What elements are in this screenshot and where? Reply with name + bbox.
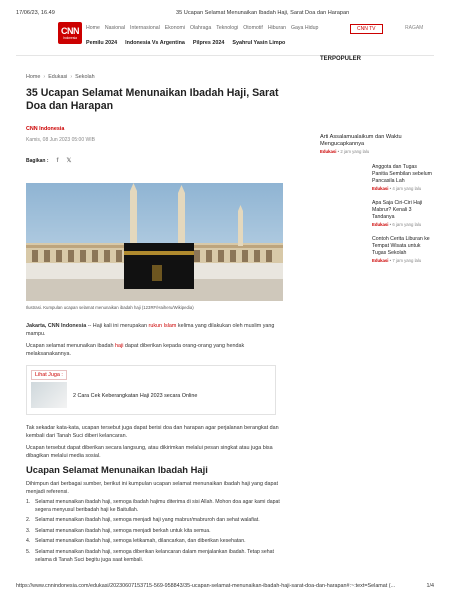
related-link[interactable]: 2 Cara Cek Keberangkatan Haji 2023 secara Online <box>73 393 198 399</box>
cnn-logo[interactable] <box>58 22 82 44</box>
print-header <box>16 10 434 20</box>
list-item: 4. Selamat menunaikan ibadah haji, semoga letikamah, dilancarkan, dan diberikan kesehatan. <box>26 538 246 545</box>
share-bar <box>26 157 71 164</box>
breadcrumb <box>26 74 95 80</box>
breadcrumb-edukasi[interactable]: Edukasi <box>48 74 68 80</box>
trending-link[interactable]: Indonesia Vs Argentina <box>125 40 185 46</box>
main-nav <box>86 25 318 31</box>
breadcrumb-home[interactable]: Home <box>26 74 41 80</box>
related-thumbnail[interactable] <box>31 382 67 408</box>
trending-link[interactable]: Pilpres 2024 <box>192 40 225 46</box>
photo-caption: Ilustrasi. Kumpulan ucapan selamat menunaikan ibadah haji (123RF/Haiheru/Wikipedia) <box>26 305 194 310</box>
list-item: 2. Selamat menunaikan ibadah haji, semoga menjadi haji yang mabrur/mabruroh dan sehat walafiat. <box>26 517 260 524</box>
sidebar-item[interactable]: Contoh Cerita Liburan ke Tempat Wisata untuk Tugas Sekolah Edukasi • 7 jam yang lalu <box>372 236 430 263</box>
facebook-icon[interactable]: f <box>56 157 59 164</box>
nav-home[interactable]: Home <box>86 25 100 31</box>
related-label: Lihat Juga : <box>31 370 67 380</box>
article-photo <box>26 183 283 301</box>
nav-internasional[interactable]: Internasional <box>130 25 160 31</box>
print-url: https://www.cnnindonesia.com/edukasi/20230607153715-569-958843/35-ucapan-selamat-menunaikan-ibadah-haji-sarat-doa-dan-harapan#:~:text=Selamat (... <box>16 583 396 589</box>
kaaba-photo-illustration <box>26 183 283 301</box>
article-date: Kamis, 08 Jun 2023 05:00 WIB <box>26 137 95 143</box>
print-page-title: 35 Ucapan Selamat Menunaikan Ibadah Haji, Sarat Doa dan Harapan <box>176 10 350 16</box>
dateline: Jakarta, CNN Indonesia <box>26 323 87 329</box>
article-paragraph: Ucapan selamat menunaikan ibadah haji dapat diberikan kepada orang-orang yang hendak melaksanakannya. <box>26 343 245 357</box>
section-heading: Ucapan Selamat Menunaikan Ibadah Haji <box>26 464 208 475</box>
header-divider <box>16 55 434 56</box>
article-paragraph: Jakarta, CNN Indonesia -- Haji kali ini merupakan rukun Islam kelima yang dilakukan oleh muslim yang mampu. <box>26 323 275 337</box>
trending-bar <box>86 40 285 46</box>
print-datetime: 17/06/23, 16.49 <box>16 10 55 16</box>
cnn-tv-button[interactable]: CNN TV <box>350 24 383 34</box>
article-paragraph: Tak sekadar kata-kata, ucapan tersebut juga dapat berisi doa dan harapan agar perjalanan berangkat dan kembali dari Tanah Suci diberi kelancaran. <box>26 425 279 439</box>
nav-teknologi[interactable]: Teknologi <box>216 25 239 31</box>
trending-link[interactable]: Syahrul Yasin Limpo <box>232 40 286 46</box>
logo-subtext: Indonesia <box>63 35 77 40</box>
article-paragraph: Dihimpun dari berbagai sumber, berikut ini kumpulan ucapan selamat menunaikan ibadah haji yang dapat menjadi referensi. <box>26 481 279 495</box>
article-title: 35 Ucapan Selamat Menunaikan Ibadah Haji, Sarat Doa dan Harapan <box>26 87 279 112</box>
article-paragraph: Ucapan tersebut dapat diberikan secara langsung, atau dikirimkan melalui pesan singkat atau juga bisa dibagikan melalui media sosial. <box>26 445 273 459</box>
chevron-right-icon: › <box>43 74 46 80</box>
logo-text: CNN <box>61 25 79 36</box>
sidebar-title: TERPOPULER <box>320 56 362 62</box>
list-item: 5. Selamat menunaikan ibadah haji, semoga diberikan kelancaran dalam menjalankan ibadah. Tetap sehat selama di Tanah Suci begitu juga saat kembali. <box>26 548 274 563</box>
ucapan-list <box>26 499 288 567</box>
haji-link[interactable]: haji <box>115 343 124 349</box>
chevron-right-icon: › <box>70 74 73 80</box>
nav-more-menu[interactable]: RAGAM <box>405 25 424 31</box>
sidebar-item[interactable]: Apa Saja Ciri-Ciri Haji Mabrur? Kenali 3 Tandanya Edukasi • 6 jam yang lalu <box>372 200 423 227</box>
nav-hiburan[interactable]: Hiburan <box>267 25 286 31</box>
sidebar-item[interactable]: Anggota dan Tugas Panitia Sembilan sebelum Pancasila Lah Edukasi • 4 jam yang lalu <box>372 164 432 191</box>
share-label: Bagikan : <box>26 157 49 164</box>
list-item: 1. Selamat menunaikan ibadah haji, semoga ibadah hajimu diterima di sisi Allah. Mohon doa agar kami dapat segera menyusul beribadah haji ke Baitullah. <box>26 499 280 513</box>
article-author[interactable]: CNN Indonesia <box>26 126 65 132</box>
trending-link[interactable]: Pemilu 2024 <box>86 40 118 46</box>
nav-gaya-hidup[interactable]: Gaya Hidup <box>290 25 319 31</box>
nav-otomotif[interactable]: Otomotif <box>243 25 263 31</box>
print-footer <box>16 583 434 589</box>
twitter-icon[interactable]: 𝕏 <box>66 158 72 164</box>
related-article-box[interactable] <box>26 365 276 415</box>
nav-nasional[interactable]: Nasional <box>104 25 126 31</box>
print-page-number: 1/4 <box>426 583 434 589</box>
breadcrumb-sekolah[interactable]: Sekolah <box>75 74 95 80</box>
sidebar-item[interactable]: Arti Assalamualaikum dan Waktu Mengucapkannya Edukasi • 2 jam yang lalu <box>320 134 402 154</box>
nav-ekonomi[interactable]: Ekonomi <box>164 25 185 31</box>
list-item: 3. Selamat menunaikan ibadah haji, semoga menjadi berkah untuk kita semua. <box>26 527 211 534</box>
rukun-islam-link[interactable]: rukun Islam <box>148 323 177 329</box>
nav-olahraga[interactable]: Olahraga <box>189 25 212 31</box>
